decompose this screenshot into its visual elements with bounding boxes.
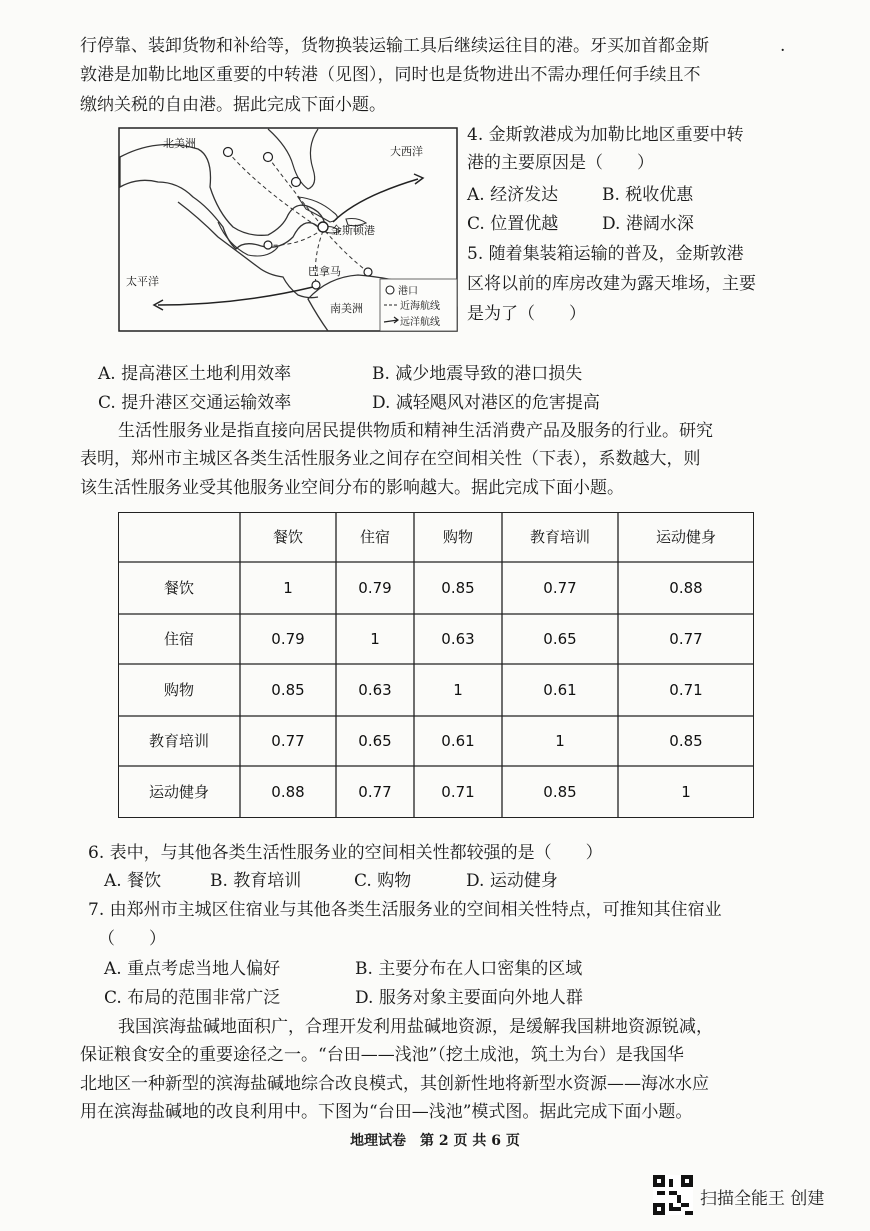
q6-option-a[interactable]: A. 餐饮: [104, 871, 162, 891]
label-south-america: 南美洲: [330, 302, 363, 315]
q6-option-b[interactable]: B. 教育培训: [210, 871, 302, 891]
q5-stem-line-2: 区将以前的库房改建为露天堆场，主要: [467, 274, 756, 294]
q6-option-d[interactable]: D. 运动健身: [466, 871, 558, 891]
table-cell: 0.88: [271, 783, 305, 801]
label-panama: 巴拿马: [308, 265, 341, 278]
table-cell: 0.65: [543, 630, 577, 648]
passage3-line-4: 用在滨海盐碱地的改良利用中。下图为“台田—浅池”模式图。据此完成下面小题。: [80, 1102, 693, 1122]
table-cell: 0.85: [271, 681, 305, 699]
table-row-header: 运动健身: [148, 783, 210, 801]
q5-option-d[interactable]: D. 减轻飓风对港区的危害提高: [372, 393, 600, 413]
q4-option-c[interactable]: C. 位置优越: [467, 214, 559, 234]
passage3-line-1: 我国滨海盐碱地面积广，合理开发利用盐碱地资源，是缓解我国耕地资源锐减，: [118, 1017, 713, 1037]
table-row-header: 餐饮: [163, 579, 195, 597]
q7-stem: 7. 由郑州市主城区住宿业与其他各类生活服务业的空间相关性特点，可推知其住宿业: [88, 900, 722, 920]
table-cell: 0.71: [441, 783, 475, 801]
map-legend: [380, 279, 457, 331]
table-row-header: 教育培训: [148, 732, 210, 750]
label-pacific: 太平洋: [126, 275, 159, 288]
q7-option-d[interactable]: D. 服务对象主要面向外地人群: [355, 988, 583, 1008]
scanner-watermark: 扫描全能王 创建: [700, 1189, 825, 1209]
table-cell: 0.77: [543, 579, 577, 597]
q7-option-b[interactable]: B. 主要分布在人口密集的区域: [355, 959, 583, 979]
table-cell: 0.65: [358, 732, 392, 750]
q7-answer-paren: （ ）: [98, 929, 166, 949]
q6-option-c[interactable]: C. 购物: [354, 871, 412, 891]
table-cell: 0.77: [271, 732, 305, 750]
q5-stem-line-3: 是为了（ ）: [467, 304, 586, 324]
q5-option-a[interactable]: A. 提高港区土地利用效率: [98, 364, 292, 384]
passage1-line-2: 敦港是加勒比地区重要的中转港（见图），同时也是货物进出不需办理任何手续且不: [80, 65, 701, 85]
table-cell: 0.79: [358, 579, 392, 597]
table-cell: 0.85: [441, 579, 475, 597]
table-cell: 0.85: [543, 783, 577, 801]
passage2-line-3: 该生活性服务业受其他服务业空间分布的影响越大。据此完成下面小题。: [80, 478, 624, 498]
table-cell: 1: [283, 579, 293, 597]
q4-stem-line-1: 4. 金斯敦港成为加勒比地区重要中转: [467, 125, 744, 145]
legend-port-icon: [386, 286, 394, 294]
table-cell: 0.77: [669, 630, 703, 648]
table-cell: 0.79: [271, 630, 305, 648]
legend-ocean: 远洋航线: [400, 317, 440, 328]
passage3-line-2: 保证粮食安全的重要途径之一。“台田——浅池”（挖土成池，筑土为台）是我国华: [80, 1045, 684, 1065]
passage2-line-1: 生活性服务业是指直接向居民提供物质和精神生活消费产品及服务的行业。研究: [118, 421, 713, 441]
table-header-cell: 餐饮: [272, 528, 304, 546]
table-cell: 0.88: [669, 579, 703, 597]
label-kingston: 金斯顿港: [331, 224, 375, 237]
caribbean-map: [118, 127, 458, 332]
passage-dot: .: [780, 36, 786, 56]
table-row-header: 购物: [163, 681, 195, 699]
q4-option-d[interactable]: D. 港阔水深: [602, 214, 694, 234]
label-atlantic: 大西洋: [390, 145, 423, 158]
table-cell: 0.77: [358, 783, 392, 801]
table-cell: 0.63: [441, 630, 475, 648]
page-footer: 地理试卷 第 2 页 共 6 页: [350, 1133, 520, 1149]
legend-port: 港口: [398, 286, 418, 297]
legend-near-sea: 近海航线: [400, 301, 440, 312]
passage1-line-3: 缴纳关税的自由港。据此完成下面小题。: [80, 95, 386, 115]
table-cell: 1: [681, 783, 691, 801]
table-header-cell: 教育培训: [529, 528, 591, 546]
correlation-table: [118, 512, 754, 818]
table-cell: 0.71: [669, 681, 703, 699]
q7-option-a[interactable]: A. 重点考虑当地人偏好: [104, 959, 281, 979]
passage3-line-3: 北地区一种新型的滨海盐碱地综合改良模式，其创新性地将新型水资源——海冰水应: [80, 1074, 709, 1094]
table-cell: 1: [555, 732, 565, 750]
table-cell: 0.61: [441, 732, 475, 750]
table-cell: 0.61: [543, 681, 577, 699]
q5-stem-line-1: 5. 随着集装箱运输的普及，金斯敦港: [467, 244, 744, 264]
table-cell: 1: [370, 630, 380, 648]
table-header-cell: 购物: [442, 528, 474, 546]
qr-code-icon: [653, 1175, 693, 1215]
q5-option-c[interactable]: C. 提升港区交通运输效率: [98, 393, 292, 413]
q5-option-b[interactable]: B. 减少地震导致的港口损失: [372, 364, 583, 384]
passage1-line-1: 行停靠、装卸货物和补给等，货物换装运输工具后继续运往目的港。牙买加首都金斯: [80, 36, 709, 56]
table-row-header: 住宿: [163, 630, 195, 648]
q6-stem: 6. 表中，与其他各类生活性服务业的空间相关性都较强的是（ ）: [88, 843, 603, 863]
q7-option-c[interactable]: C. 布局的范围非常广泛: [104, 988, 281, 1008]
table-cell: 0.63: [358, 681, 392, 699]
q4-option-b[interactable]: B. 税收优惠: [602, 185, 694, 205]
table-cell: 0.85: [669, 732, 703, 750]
q4-option-a[interactable]: A. 经济发达: [467, 185, 559, 205]
q4-stem-line-2: 港的主要原因是（ ）: [467, 153, 654, 173]
table-cell: 1: [453, 681, 463, 699]
label-north-america: 北美洲: [163, 137, 196, 150]
passage2-line-2: 表明，郑州市主城区各类生活性服务业之间存在空间相关性（下表），系数越大，则: [80, 449, 701, 469]
table-header-cell: 运动健身: [655, 528, 717, 546]
table-header-cell: 住宿: [359, 528, 391, 546]
